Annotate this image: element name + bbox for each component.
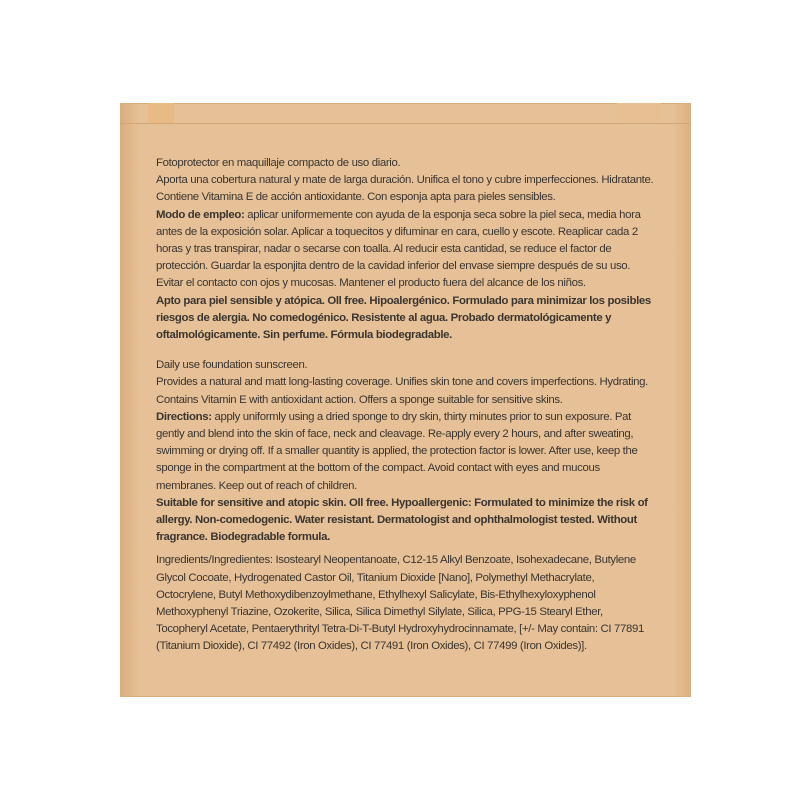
es-claims bbox=[156, 293, 656, 345]
en-directions-text: apply uniformly using a dried sponge to dry skin, thirty minutes prior to sun exposure. Pat gently and blend into the skin of face, neck and cleavage. Re-apply every 2 hours, and after sweating, swimming or drying off. If a smaller quantity is applied, the protection factor is lower. After use, keep the sponge in the compartment at the bottom of the compact. Avoid contact with eyes and mucous membranes. Keep out of reach of children. bbox=[156, 410, 638, 492]
label-text-block bbox=[156, 155, 656, 656]
es-directions bbox=[156, 207, 656, 293]
ingredients-list bbox=[156, 552, 656, 655]
en-description-line3: Contains Vitamin E with antioxidant action. Offers a sponge suitable for sensitive skins. bbox=[156, 393, 563, 406]
en-claims bbox=[156, 495, 656, 547]
en-claims-text: Suitable for sensitive and atopic skin. Oll free. Hypoallergenic: Formulated to minimize the risk of allergy. Non-comedogenic. Water resistant. Dermatologist and ophthalmologist tested. Without fragrance. Biodegradable formula. bbox=[156, 496, 648, 544]
section-gap bbox=[156, 344, 656, 357]
es-description-line1: Fotoprotector en maquillaje compacto de uso diario. bbox=[156, 157, 401, 169]
en-directions bbox=[156, 409, 656, 495]
box-flap-fold-line bbox=[120, 123, 691, 124]
en-directions-label: Directions: bbox=[156, 410, 212, 423]
box-top-flap-right bbox=[617, 103, 661, 123]
es-claims-text: Apto para piel sensible y atópica. Oll free. Hipoalergénico. Formulado para minimizar los posibles riesgos de alergia. No comedogénico. Resistente al agua. Probado dermatológicamente y oftalmológicamente. Sin perfume. Fórmula biodegradable. bbox=[156, 294, 651, 342]
en-description-line1: Daily use foundation sunscreen. bbox=[156, 359, 308, 372]
box-right-edge-shade bbox=[671, 103, 691, 697]
ingredients-text: Isostearyl Neopentanoate, C12-15 Alkyl Benzoate, Isohexadecane, Butylene Glycol Cocoate, Hydrogenated Castor Oil, Titanium Dioxide [Nano], Polymethyl Methacrylate, Octocrylene, Butyl Methoxydibenzoylmethane, Ethylhexyl Salicylate, Bis-Ethylhexyloxyphenol Methoxyphenyl Triazine, Ozokerite, Silica, Silica Dimethyl Silylate, Silica, PPG-15 Stearyl Ether, Tocopheryl Acetate, Pentaerythrityl Tetra-Di-T-Butyl Hydroxyhydrocinnamate, [+/- May contain: CI 77891 (Titanium Dioxide), CI 77492 (Iron Oxides), CI 77491 (Iron Oxides), CI 77499 (Iron Oxides)]. bbox=[156, 554, 644, 653]
es-description-line3: Contiene Vitamina E de acción antioxidante. Con esponja apta para pieles sensibles. bbox=[156, 191, 556, 204]
en-description-line2: Provides a natural and matt long-lasting coverage. Unifies skin tone and covers imperfections. Hydrating. bbox=[156, 376, 648, 389]
box-left-edge-shade bbox=[120, 103, 140, 697]
ingredients-label: Ingredients/Ingredientes: bbox=[156, 554, 273, 567]
es-directions-label: Modo de empleo: bbox=[156, 208, 245, 221]
box-top-flap-left bbox=[148, 103, 174, 123]
es-description-line2: Aporta una cobertura natural y mate de larga duración. Unifica el tono y cubre imperfecciones. Hidratante. bbox=[156, 174, 654, 187]
es-directions-text: aplicar uniformemente con ayuda de la esponja seca sobre la piel seca, media hora antes de la exposición solar. Aplicar a toquecitos y difuminar en cara, cuello y escote. Reaplicar cada 2 horas y tras transpirar, nadar o secarse con toalla. Al reducir esta cantidad, se reduce el factor de protección. Guardar la esponjita dentro de la cavidad inferior del envase siempre después de su uso. Evitar el contacto con ojos y mucosas. Mantener el producto fuera del alcance de los niños. bbox=[156, 208, 641, 290]
